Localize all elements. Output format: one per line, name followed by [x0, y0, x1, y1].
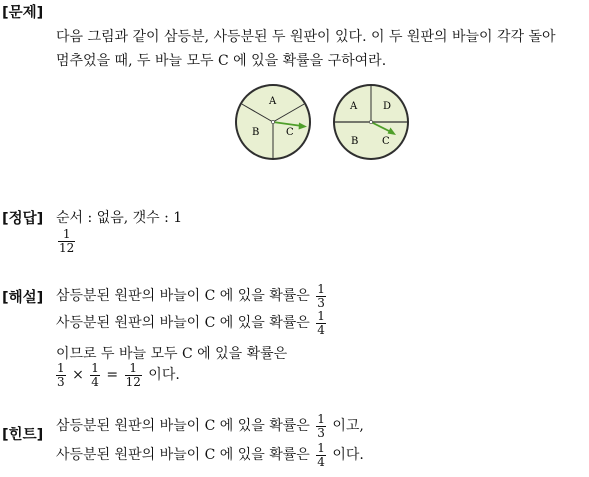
answer-fraction: [56, 228, 77, 254]
hint-label: [힌트]: [2, 427, 44, 443]
spinner-quarters-label-b: B: [351, 136, 359, 147]
explanation-line-1: [56, 283, 328, 309]
equation-tail: 이다.: [148, 367, 180, 384]
fraction-numerator: 1: [129, 361, 138, 375]
spinner-thirds-pivot: [271, 120, 274, 123]
problem-line-1: 다음 그림과 같이 삼등분, 사등분된 두 원판이 있다. 이 두 원판의 바늘이 각각 돌아: [56, 29, 556, 45]
spinner-quarters-pivot: [369, 120, 372, 123]
fraction-denominator: 3: [317, 295, 325, 310]
explanation-equation: [54, 362, 180, 388]
fraction-numerator: 1: [317, 309, 325, 323]
times-sign: ×: [72, 367, 84, 384]
hint-line-2-text: 사등분된 원판의 바늘이 C 에 있을 확률은: [56, 447, 310, 464]
fraction-numerator: 1: [57, 361, 65, 375]
problem-label: [문제]: [2, 5, 44, 21]
fraction-denominator: 4: [317, 454, 325, 469]
spinner-quarters-label-d: D: [383, 101, 392, 112]
hint-line-1-text: 삼등분된 원판의 바늘이 C 에 있을 확률은: [56, 418, 310, 435]
hint-line-2: [56, 442, 364, 468]
spinner-quarters-label-a: A: [350, 101, 358, 112]
answer-numerator: 1: [62, 227, 71, 241]
hint-line-1: [56, 413, 364, 439]
hint-line-2-tail: 이다.: [332, 447, 364, 464]
fraction-numerator: 1: [317, 412, 325, 426]
spinner-thirds-label-c: C: [286, 127, 294, 138]
explanation-line-2-text: 사등분된 원판의 바늘이 C 에 있을 확률은: [56, 315, 310, 332]
fraction-numerator: 1: [317, 441, 325, 455]
fraction-denominator: 3: [317, 425, 325, 440]
explanation-line-1-text: 삼등분된 원판의 바늘이 C 에 있을 확률은: [56, 288, 310, 305]
spinner-quarters-label-c: C: [382, 136, 390, 147]
fraction-denominator: 4: [317, 322, 325, 337]
explanation-line-3: 이므로 두 바늘 모두 C 에 있을 확률은: [56, 346, 288, 362]
fraction-numerator: 1: [91, 361, 99, 375]
answer-line: 순서 : 없음, 갯수 : 1: [56, 210, 183, 226]
spinner-thirds-label-b: B: [252, 127, 260, 138]
spinner-figure: [226, 82, 422, 166]
hint-line-1-tail: 이고,: [332, 418, 364, 435]
equals-sign: =: [106, 367, 119, 384]
fraction-denominator: 12: [125, 374, 141, 389]
problem-line-2: 멈추었을 때, 두 바늘 모두 C 에 있을 확률을 구하여라.: [56, 53, 387, 69]
spinner-quarters: [333, 84, 409, 160]
fraction-numerator: 1: [317, 282, 325, 296]
explanation-line-2: [56, 310, 328, 336]
spinner-thirds: [235, 84, 311, 160]
fraction-denominator: 4: [91, 374, 99, 389]
answer-label: [정답]: [2, 211, 44, 227]
answer-denominator: 12: [59, 240, 75, 255]
spinner-thirds-label-a: A: [269, 96, 277, 107]
explanation-label: [해설]: [2, 290, 44, 306]
fraction-denominator: 3: [57, 374, 65, 389]
